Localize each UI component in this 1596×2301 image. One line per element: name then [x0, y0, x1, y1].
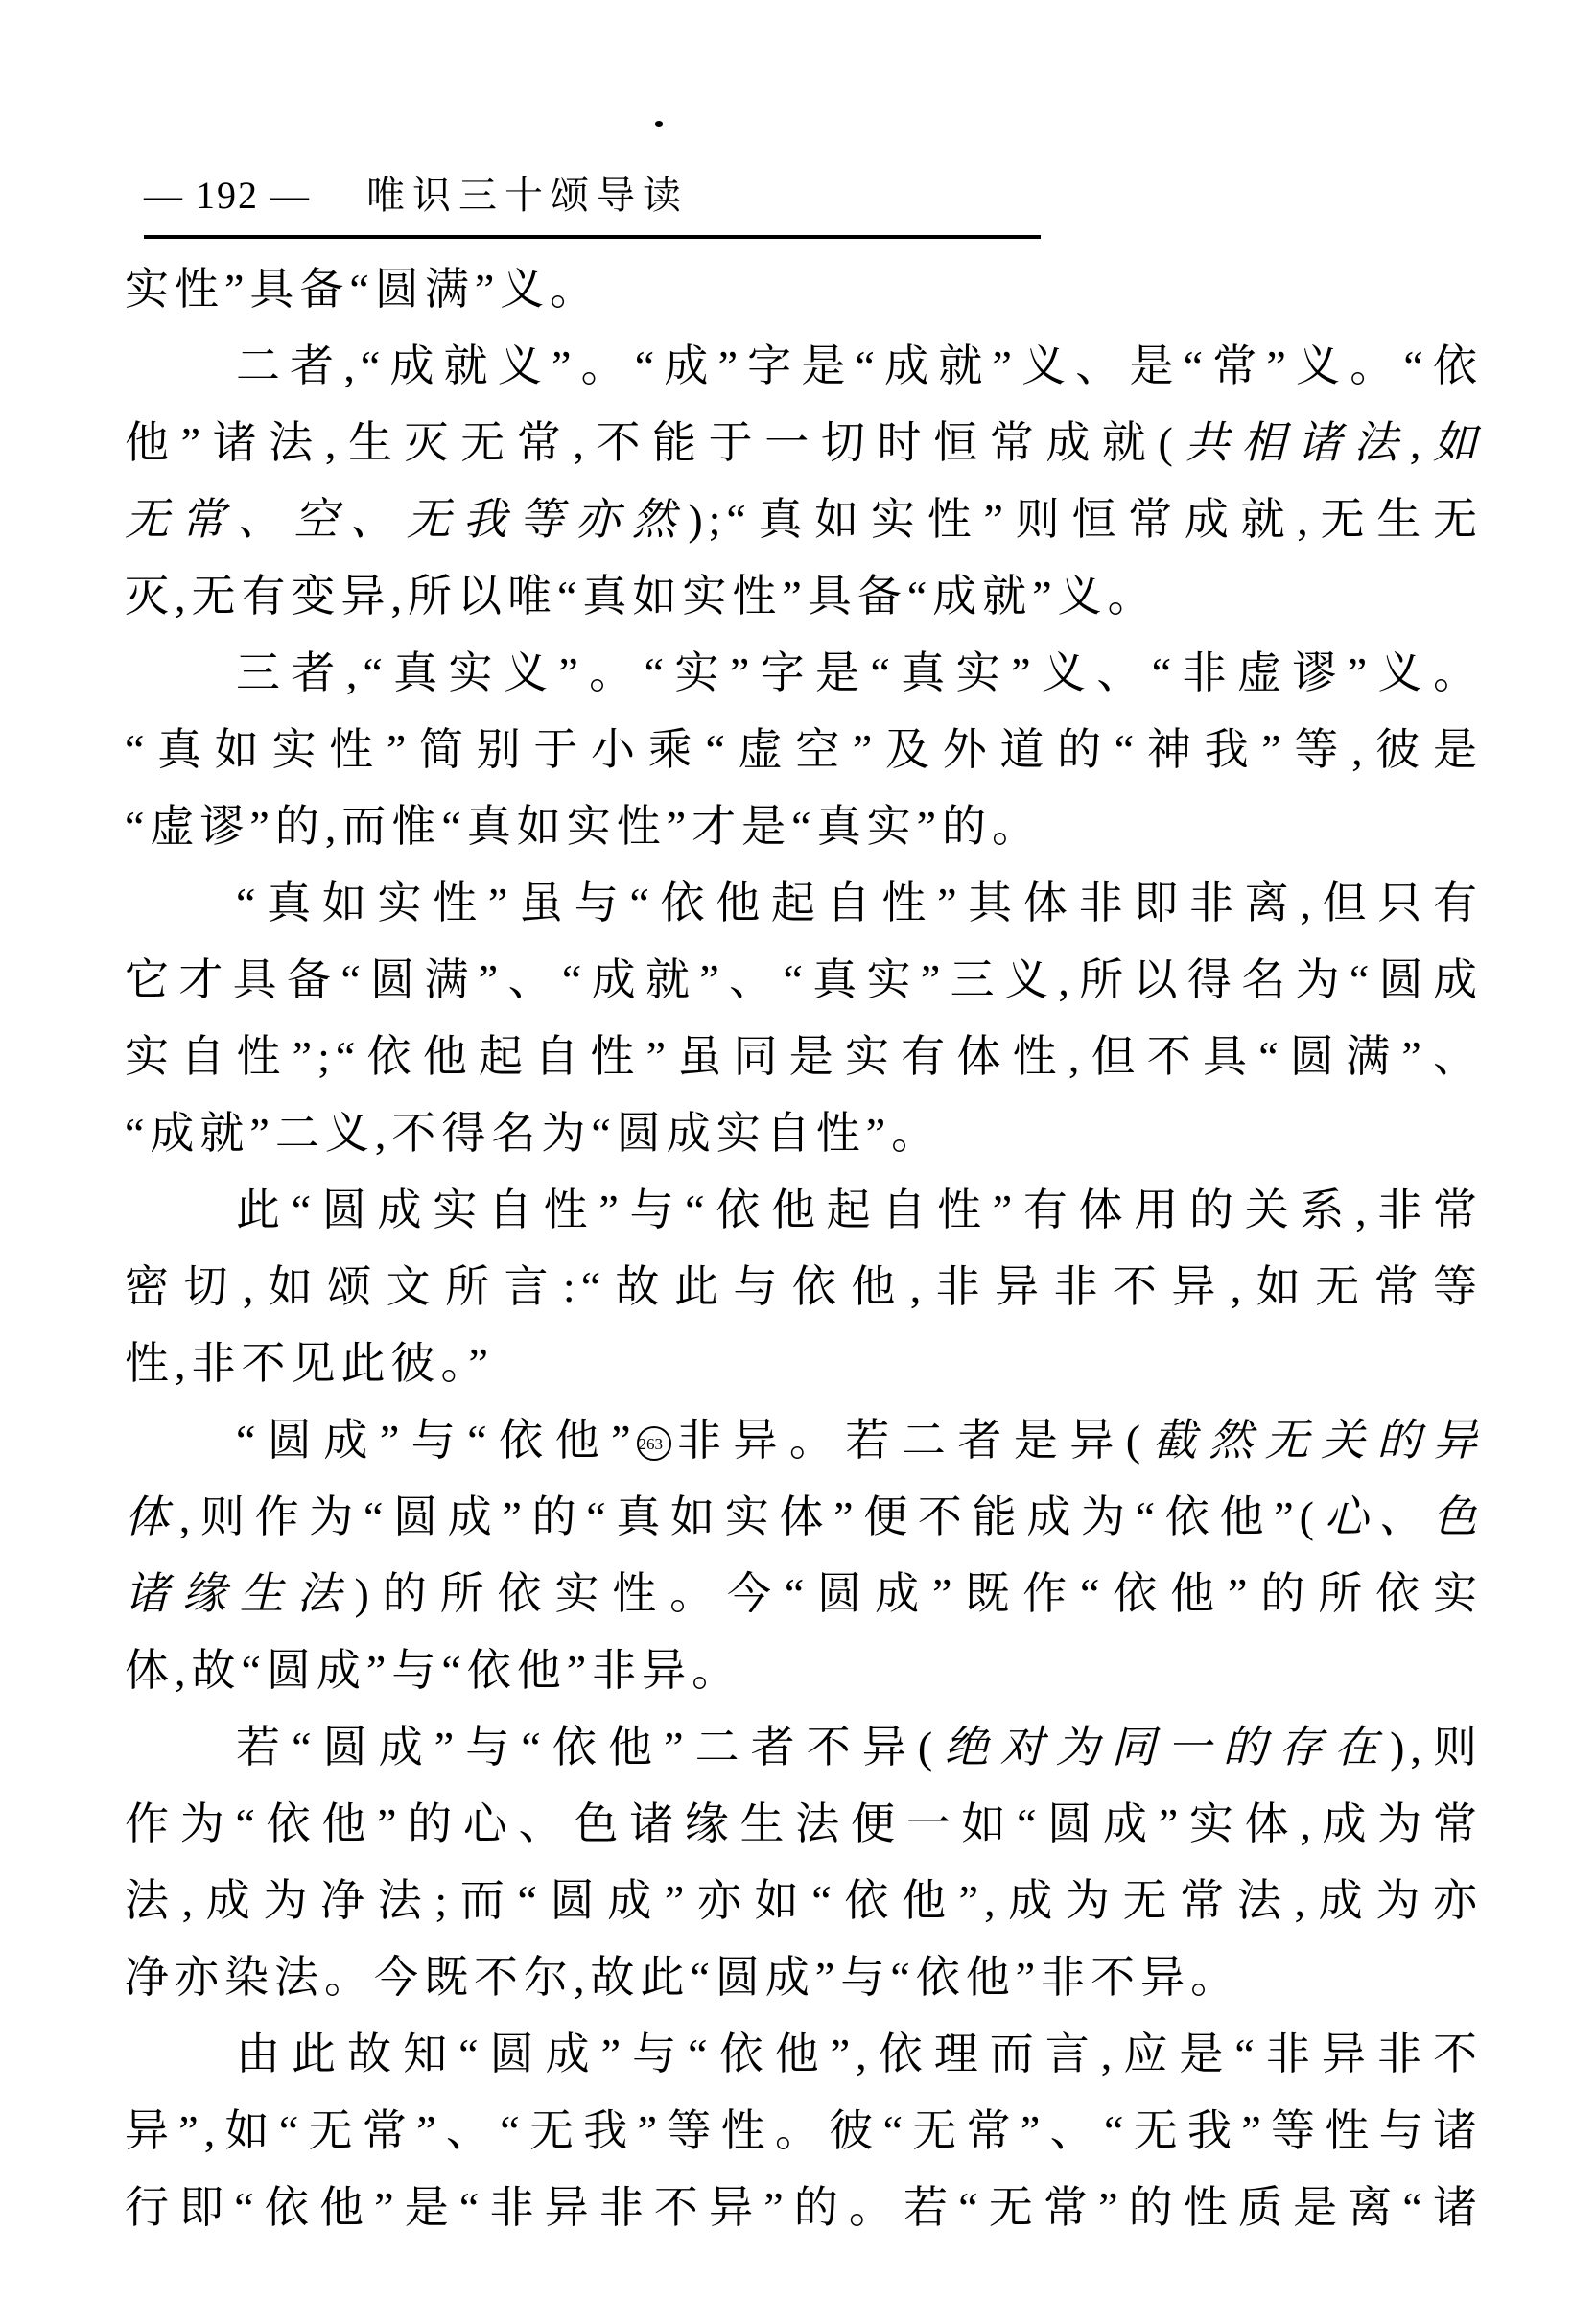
- body-text: ),则: [1390, 1723, 1484, 1772]
- text-line: [125, 788, 1483, 865]
- body-text: 三者,“真实义”。“实”字是“真实”义、“非虚谬”义。: [236, 648, 1483, 697]
- annotation-text: 诸缘生法: [125, 1569, 355, 1618]
- body-text: );“真如实性”则恒常成就,无生无: [688, 495, 1484, 544]
- body-text: 实性”具备“圆满”义。: [125, 265, 600, 314]
- text-line: [125, 1479, 1483, 1556]
- text-line: [125, 405, 1483, 481]
- text-line: [125, 2016, 1483, 2093]
- body-text: 由此故知“圆成”与“依他”,依理而言,应是“非异非不: [236, 2030, 1483, 2078]
- body-text: 异”,如“无常”、“无我”等性。彼“无常”、“无我”等性与诸: [125, 2106, 1483, 2155]
- book-title: 唯识三十颂导读: [366, 174, 689, 217]
- text-line: [125, 328, 1483, 405]
- body-text: “虚谬”的,而惟“真如实性”才是“真实”的。: [125, 802, 1043, 851]
- text-line: [125, 1402, 1483, 1479]
- page-header: [144, 165, 1041, 239]
- annotation-text: 体: [125, 1492, 179, 1541]
- body-text: 他”诸法,生灭无常,不能于一切时恒常成就(: [125, 418, 1179, 467]
- page-body: [125, 251, 1483, 2246]
- page-number: — 192 —: [144, 174, 311, 217]
- body-text: 二者,“成就义”。“成”字是“成就”义、是“常”义。“依: [236, 341, 1483, 390]
- body-text: “真如实性”虽与“依他起自性”其体非即非离,但只有: [236, 879, 1483, 927]
- text-line: [125, 1709, 1483, 1786]
- text-line: [125, 635, 1483, 712]
- body-text: 净亦染法。今既不尔,故此“圆成”与“依他”非不异。: [125, 1953, 1241, 2002]
- body-text: 性,非不见此彼。”: [125, 1339, 494, 1388]
- body-text: )的所依实性。今“圆成”既作“依他”的所依实: [354, 1569, 1483, 1618]
- body-text: 行即“依他”是“非异非不异”的。若“无常”的性质是离“诸: [125, 2183, 1483, 2232]
- body-text: 非异。若二者是异(: [670, 1416, 1147, 1465]
- text-line: [125, 942, 1483, 1019]
- body-text: 实自性”;“依他起自性”虽同是实有体性,但不具“圆满”、: [125, 1032, 1483, 1081]
- body-text: 此“圆成实自性”与“依他起自性”有体用的关系,非常: [236, 1186, 1483, 1234]
- text-line: [125, 1249, 1483, 1326]
- body-text: ,则作为“圆成”的“真如实体”便不能成为“依他”(: [178, 1492, 1320, 1541]
- text-line: [125, 2170, 1483, 2246]
- text-line: [125, 558, 1483, 635]
- body-text: 作为“依他”的心、色诸缘生法便一如“圆成”实体,成为常: [125, 1799, 1483, 1848]
- body-text: 它才具备“圆满”、“成就”、“真实”三义,所以得名为“圆成: [125, 955, 1483, 1004]
- body-text: 密切,如颂文所言:“故此与依他,非异非不异,如无常等: [125, 1262, 1483, 1311]
- body-text: “真如实性”简别于小乘“虚空”及外道的“神我”等,彼是: [125, 725, 1483, 774]
- body-text: 若“圆成”与“依他”二者不异(: [236, 1723, 939, 1772]
- annotation-text: 心、色: [1319, 1492, 1484, 1541]
- body-text: “圆成”与“依他”: [236, 1416, 637, 1465]
- footnote-marker: 263: [637, 1426, 671, 1461]
- text-line: [125, 1939, 1483, 2016]
- text-line: [125, 481, 1483, 558]
- body-text: “成就”二义,不得名为“圆成实自性”。: [125, 1109, 942, 1158]
- annotation-text: 无常、空、无我等亦然: [125, 495, 689, 544]
- text-line: [125, 1172, 1483, 1249]
- annotation-text: 绝对为同一的存在: [938, 1723, 1391, 1772]
- text-line: [125, 1095, 1483, 1172]
- text-line: [125, 1556, 1483, 1632]
- body-text: 体,故“圆成”与“依他”非异。: [125, 1646, 742, 1695]
- text-line: [125, 2093, 1483, 2170]
- text-line: [125, 865, 1483, 942]
- text-line: [125, 712, 1483, 788]
- text-line: [125, 1786, 1483, 1863]
- text-line: [125, 1326, 1483, 1402]
- text-line: [125, 251, 1483, 328]
- text-line: [125, 1019, 1483, 1095]
- scan-artifact: [655, 121, 663, 127]
- body-text: 法,成为净法;而“圆成”亦如“依他”,成为无常法,成为亦: [125, 1876, 1483, 1925]
- body-text: 灭,无有变异,所以唯“真如实性”具备“成就”义。: [125, 572, 1158, 621]
- text-line: [125, 1863, 1483, 1939]
- annotation-text: 共相诸法,如: [1178, 418, 1483, 467]
- text-line: [125, 1632, 1483, 1709]
- annotation-text: 截然无关的异: [1146, 1416, 1483, 1465]
